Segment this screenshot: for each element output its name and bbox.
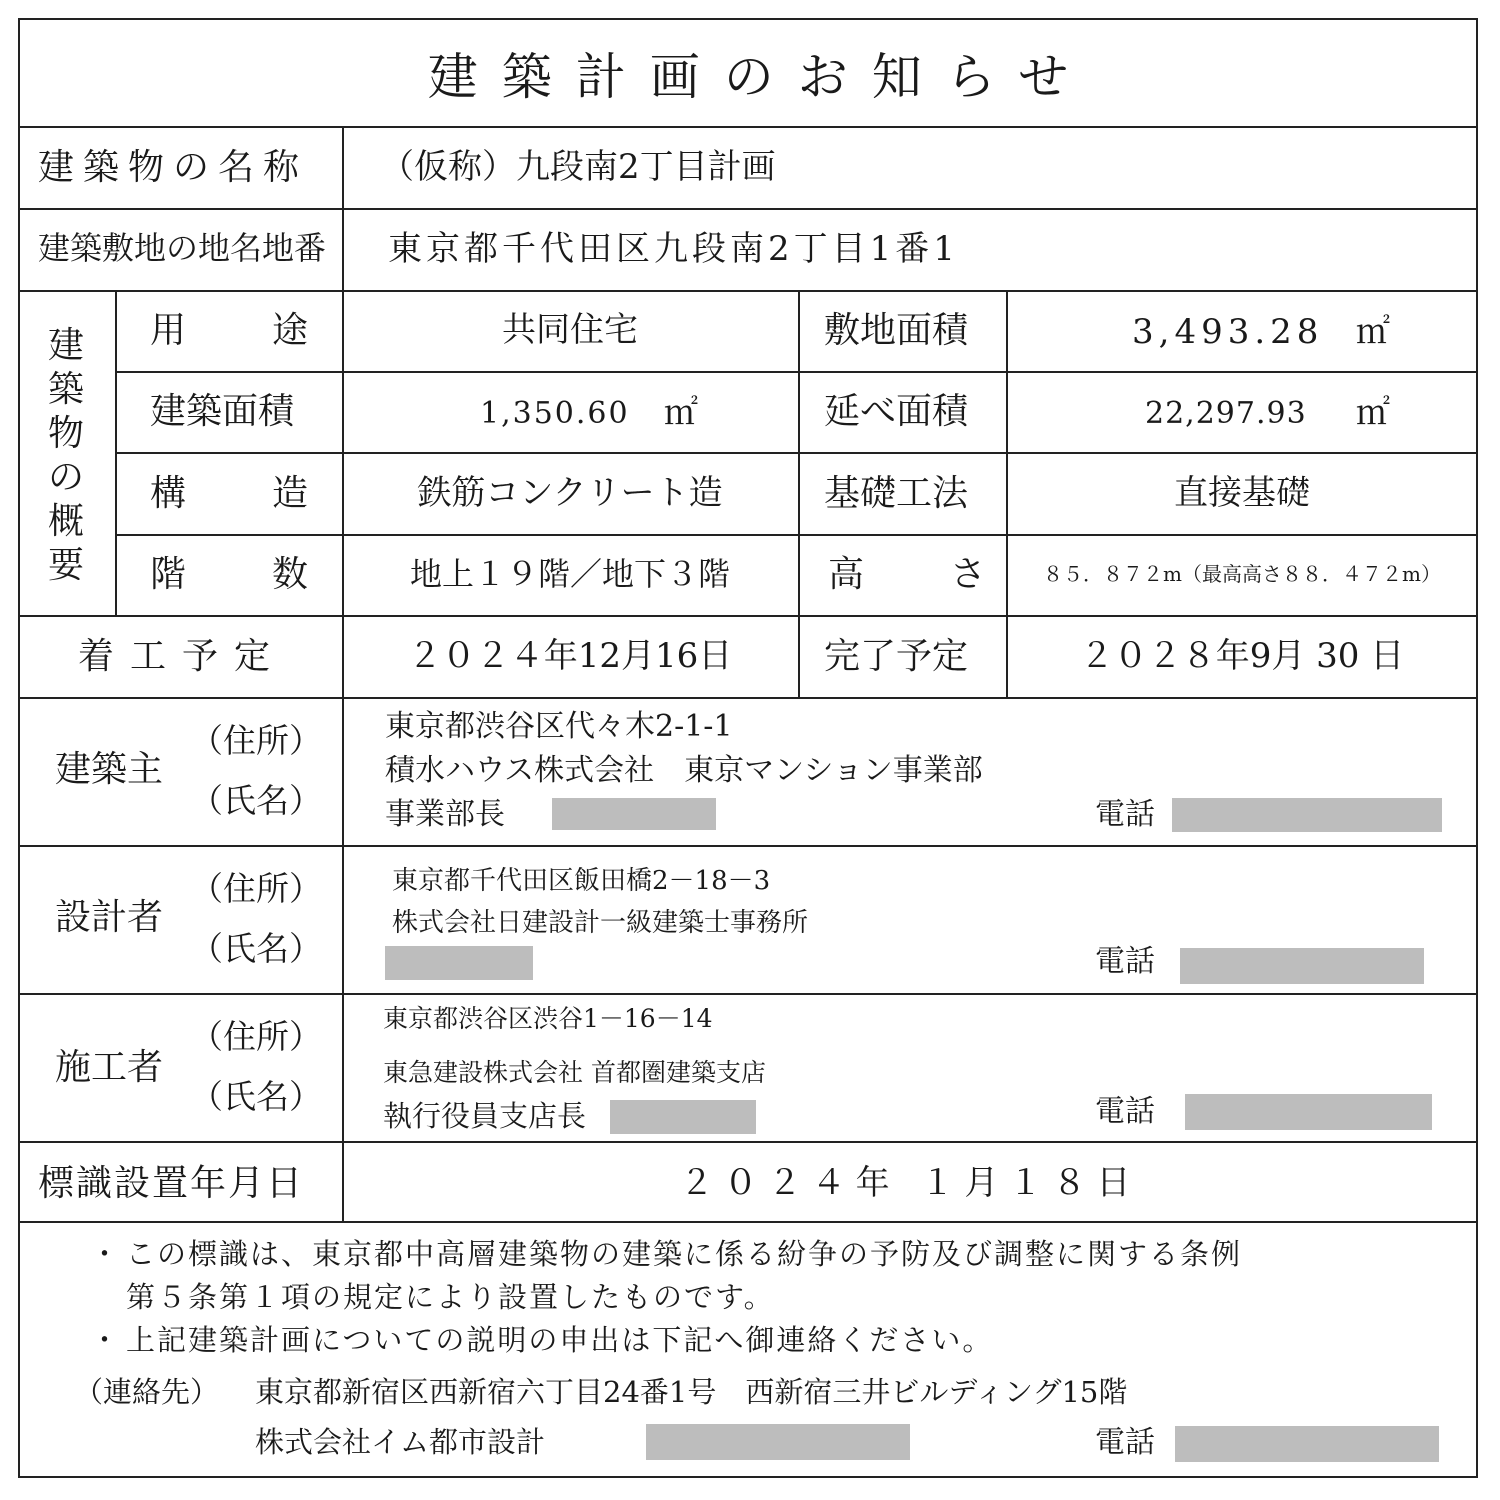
redacted-phone bbox=[1172, 798, 1442, 832]
redacted-phone bbox=[1175, 1426, 1439, 1462]
contractor-phone-label: 電話 bbox=[1095, 1094, 1155, 1129]
designer-company: 株式会社日建設計一級建築士事務所 bbox=[392, 908, 809, 938]
use-value: 共同住宅 bbox=[502, 310, 638, 350]
structure-label: 構 bbox=[150, 473, 187, 514]
contractor-person-title: 執行役員支店長 bbox=[383, 1099, 587, 1133]
row-divider bbox=[20, 615, 1476, 617]
contact-label: （連絡先） bbox=[74, 1375, 220, 1409]
redacted-phone bbox=[1185, 1094, 1432, 1130]
contractor-company: 東急建設株式会社 首都圏建築支店 bbox=[383, 1058, 766, 1087]
owner-name-label: （氏名） bbox=[190, 781, 322, 820]
page-title: 建築計画のお知らせ bbox=[427, 48, 1093, 106]
building-area-value: 1,350.60 bbox=[480, 396, 630, 431]
overview-label-char: 築 bbox=[48, 369, 85, 410]
building-name-value: （仮称）九段南2丁目計画 bbox=[380, 147, 776, 187]
floor-area-value: 22,297.93 bbox=[1145, 396, 1307, 431]
height-label: 高 bbox=[828, 554, 865, 595]
building-area-unit: ㎡ bbox=[664, 393, 698, 433]
structure-value: 鉄筋コンクリート造 bbox=[417, 473, 723, 513]
row-divider bbox=[115, 534, 1476, 536]
row-divider bbox=[20, 290, 1476, 292]
height-label: さ bbox=[950, 554, 987, 595]
owner-phone-label: 電話 bbox=[1095, 797, 1155, 832]
note-bullet: ・ bbox=[90, 1323, 122, 1357]
note-bullet: ・ bbox=[90, 1237, 122, 1271]
floors-label: 数 bbox=[272, 554, 309, 595]
foundation-label: 基礎工法 bbox=[824, 473, 969, 514]
row-divider bbox=[20, 845, 1476, 847]
designer-phone-label: 電話 bbox=[1095, 944, 1155, 979]
overview-label-char: 物 bbox=[48, 413, 85, 454]
posting-date-label: 標識設置年月日 bbox=[38, 1163, 305, 1204]
contact-company: 株式会社イム都市設計 bbox=[255, 1425, 546, 1459]
redacted-name bbox=[610, 1100, 756, 1134]
row-divider bbox=[20, 208, 1476, 210]
use-label: 途 bbox=[272, 310, 309, 351]
site-area-value: 3,493.28 bbox=[1132, 312, 1324, 352]
foundation-value: 直接基礎 bbox=[1174, 473, 1310, 513]
redacted-name bbox=[552, 798, 716, 830]
overview-label-char: 概 bbox=[48, 501, 85, 542]
overview-label-char: 建 bbox=[48, 325, 85, 366]
designer-address-label: （住所） bbox=[190, 869, 322, 908]
owner-person-title: 事業部長 bbox=[385, 797, 505, 832]
redacted-name bbox=[646, 1424, 910, 1460]
site-address-label: 建築敷地の地名地番 bbox=[38, 229, 327, 267]
contractor-address: 東京都渋谷区渋谷1－16－14 bbox=[383, 1004, 713, 1033]
row-divider bbox=[115, 371, 1476, 373]
redacted-phone bbox=[1180, 948, 1424, 984]
contractor-name-label: （氏名） bbox=[190, 1077, 322, 1116]
floors-label: 階 bbox=[150, 554, 187, 595]
start-value: ２０２４年12月16日 bbox=[407, 636, 733, 676]
use-label: 用 bbox=[150, 310, 187, 351]
floor-area-unit: ㎡ bbox=[1356, 393, 1390, 433]
column-divider bbox=[115, 290, 117, 615]
floor-area-label: 延べ面積 bbox=[824, 391, 969, 432]
overview-label-char: の bbox=[48, 457, 85, 498]
contact-address: 東京都新宿区西新宿六丁目24番1号 西新宿三井ビルディング15階 bbox=[255, 1375, 1128, 1409]
row-divider bbox=[20, 1221, 1476, 1223]
overview-label-char: 要 bbox=[48, 545, 85, 586]
building-area-label: 建築面積 bbox=[150, 391, 295, 432]
posting-date-value: ２０２４年 １月１８日 bbox=[679, 1163, 1141, 1203]
owner-role: 建築主 bbox=[55, 749, 164, 790]
owner-address-label: （住所） bbox=[190, 721, 322, 760]
row-divider bbox=[20, 126, 1476, 128]
redacted-name bbox=[385, 946, 533, 980]
height-value: ８５．８７２m（最高高さ８８．４７２m） bbox=[1043, 562, 1441, 586]
row-divider bbox=[20, 993, 1476, 995]
owner-company: 積水ハウス株式会社 東京マンション事業部 bbox=[385, 753, 983, 788]
note-line: 第５条第１項の規定により設置したものです。 bbox=[126, 1280, 775, 1314]
designer-address: 東京都千代田区飯田橋2－18－3 bbox=[392, 866, 771, 896]
note-line: 上記建築計画についての説明の申出は下記へ御連絡ください。 bbox=[126, 1323, 994, 1357]
building-name-label: 建築物の名称 bbox=[38, 147, 309, 188]
designer-name-label: （氏名） bbox=[190, 929, 322, 968]
site-area-label: 敷地面積 bbox=[824, 310, 969, 351]
contractor-role: 施工者 bbox=[55, 1047, 164, 1088]
site-address-value: 東京都千代田区九段南2丁目1番1 bbox=[388, 229, 959, 269]
row-divider bbox=[20, 1141, 1476, 1143]
column-divider bbox=[798, 290, 800, 697]
site-area-unit: ㎡ bbox=[1356, 312, 1390, 352]
structure-label: 造 bbox=[272, 473, 309, 514]
row-divider bbox=[115, 452, 1476, 454]
designer-role: 設計者 bbox=[55, 897, 164, 938]
column-divider bbox=[342, 126, 344, 1221]
contact-phone-label: 電話 bbox=[1095, 1425, 1155, 1460]
row-divider bbox=[20, 697, 1476, 699]
start-label: 着工予定 bbox=[78, 636, 287, 677]
owner-address: 東京都渋谷区代々木2-1-1 bbox=[385, 709, 733, 744]
end-label: 完了予定 bbox=[824, 636, 969, 677]
note-line: この標識は、東京都中高層建築物の建築に係る紛争の予防及び調整に関する条例 bbox=[126, 1237, 1243, 1271]
end-value: ２０２８年9月 30 日 bbox=[1079, 636, 1405, 676]
floors-value: 地上１９階／地下３階 bbox=[409, 555, 730, 593]
contractor-address-label: （住所） bbox=[190, 1017, 322, 1056]
